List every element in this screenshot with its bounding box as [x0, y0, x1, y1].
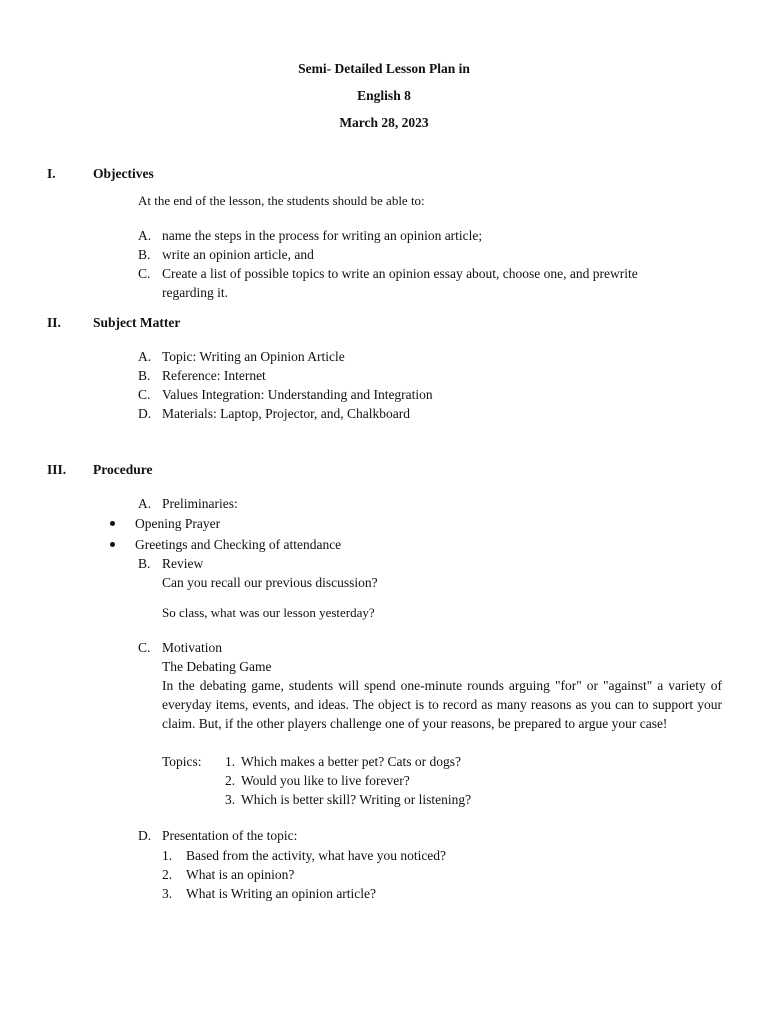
procedure-label-d: D.: [138, 828, 152, 843]
topics-label: Topics:: [162, 754, 202, 769]
section-number-subject-matter: II.: [47, 315, 61, 330]
review-question-2: So class, what was our lesson yesterday?: [162, 605, 375, 620]
motivation-paragraph: In the debating game, students will spend one-minute rounds arguing "for" or "against" a variety of everyday items, events, and ideas. The object is to record as many reasons as you can to support your claim. But, if the other players challenge one of your reasons, be prepared to argue your case!: [162, 678, 722, 731]
review-question-1: Can you recall our previous discussion?: [162, 575, 378, 590]
objectives-intro: At the end of the lesson, the students should be able to:: [138, 193, 425, 208]
subject-label-b: B.: [138, 368, 151, 383]
section-title-objectives: Objectives: [93, 166, 154, 181]
procedure-text-motivation: Motivation: [162, 640, 222, 655]
procedure-text-review: Review: [162, 556, 204, 571]
topic-num-2: 2.: [225, 773, 236, 788]
topic-text-1: Which makes a better pet? Cats or dogs?: [241, 754, 462, 769]
procedure-label-a: A.: [138, 496, 152, 511]
bullet-icon: [110, 521, 115, 526]
topic-num-1: 1.: [225, 754, 236, 769]
presentation-question-1: Based from the activity, what have you noticed?: [186, 848, 447, 863]
procedure-label-c: C.: [138, 640, 151, 655]
subject-text-b: Reference: Internet: [162, 368, 266, 383]
topic-text-2: Would you like to live forever?: [241, 773, 410, 788]
objective-text-c-continued: regarding it.: [162, 285, 228, 300]
objective-text-c: Create a list of possible topics to write an opinion essay about, choose one, and prewrite: [162, 266, 638, 281]
presentation-question-3: What is Writing an opinion article?: [186, 886, 377, 901]
section-title-procedure: Procedure: [93, 462, 153, 477]
procedure-label-b: B.: [138, 556, 151, 571]
presentation-num-2: 2.: [162, 867, 173, 882]
section-title-subject-matter: Subject Matter: [93, 315, 181, 330]
subject-label-a: A.: [138, 349, 152, 364]
bullet-text-greetings: Greetings and Checking of attendance: [135, 537, 342, 552]
section-number-procedure: III.: [47, 462, 67, 477]
subject-label-c: C.: [138, 387, 151, 402]
bullet-text-opening-prayer: Opening Prayer: [135, 516, 221, 531]
presentation-num-3: 3.: [162, 886, 173, 901]
objective-label-c: C.: [138, 266, 151, 281]
procedure-text-presentation: Presentation of the topic:: [162, 828, 298, 843]
topic-text-3: Which is better skill? Writing or listening?: [241, 792, 472, 807]
objective-text-a: name the steps in the process for writing an opinion article;: [162, 228, 483, 243]
doc-date: March 28, 2023: [339, 115, 429, 130]
subject-label-d: D.: [138, 406, 152, 421]
motivation-game-title: The Debating Game: [162, 659, 272, 674]
objective-label-a: A.: [138, 228, 152, 243]
section-number-objectives: I.: [47, 166, 56, 181]
doc-title: Semi- Detailed Lesson Plan in: [298, 61, 470, 76]
doc-subject: English 8: [357, 88, 411, 103]
presentation-num-1: 1.: [162, 848, 173, 863]
subject-text-a: Topic: Writing an Opinion Article: [162, 349, 345, 364]
subject-text-c: Values Integration: Understanding and Integration: [162, 387, 433, 402]
presentation-question-2: What is an opinion?: [186, 867, 295, 882]
objective-text-b: write an opinion article, and: [162, 247, 314, 262]
topic-num-3: 3.: [225, 792, 236, 807]
bullet-icon: [110, 542, 115, 547]
subject-text-d: Materials: Laptop, Projector, and, Chalkboard: [162, 406, 411, 421]
objective-label-b: B.: [138, 247, 151, 262]
procedure-text-preliminaries: Preliminaries:: [162, 496, 238, 511]
